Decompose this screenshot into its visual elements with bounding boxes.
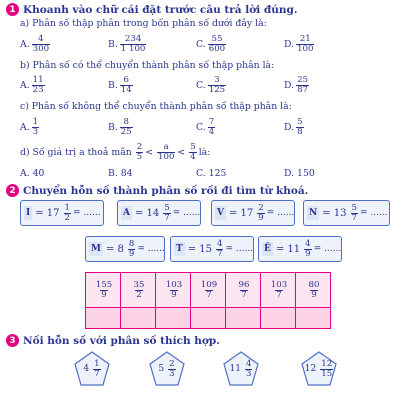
numerator: 2 — [169, 358, 175, 369]
numerator: 5 — [351, 202, 357, 213]
box-letter: V — [217, 208, 224, 218]
denominator: 2 — [136, 290, 142, 300]
numerator: 1 — [64, 202, 70, 213]
denominator: 300 — [32, 44, 50, 54]
fraction — [296, 35, 314, 54]
grid-cell-fraction — [226, 273, 261, 308]
fraction — [296, 76, 309, 95]
section-number-badge: 3 — [6, 334, 19, 347]
mixed-number-label — [148, 350, 186, 388]
numerator: 103 — [270, 280, 288, 290]
grid-answer-cell[interactable] — [261, 308, 296, 329]
grid-cell-fraction — [156, 273, 191, 308]
fraction — [64, 204, 71, 223]
section-number-badge: 1 — [6, 3, 19, 16]
question-a-prompt: a) Phân số thập phân trong bốn phân số dưới đây là: — [20, 18, 267, 29]
question-d-text: d) Số giá trị a thoả mãn — [20, 147, 132, 158]
answer-blank[interactable]: = ...... — [360, 208, 388, 218]
numerator: 80 — [308, 280, 320, 290]
fraction — [208, 35, 226, 54]
numerator: 12 — [321, 358, 333, 369]
whole-part: = 17 — [35, 207, 60, 219]
keyword-grid — [85, 272, 331, 329]
question-a-options — [20, 35, 390, 57]
fraction — [208, 76, 226, 95]
fraction — [95, 281, 113, 300]
question-d-suffix: là: — [198, 147, 211, 158]
grid-cell-fraction — [261, 273, 296, 308]
mixed-number-label — [73, 350, 111, 388]
option-a-A[interactable] — [20, 35, 50, 54]
whole-part: = 13 — [322, 207, 347, 219]
option-letter: A. — [20, 39, 30, 50]
box-letter: I — [26, 208, 31, 218]
fraction — [238, 281, 251, 300]
option-d-D[interactable] — [284, 168, 315, 179]
question-b-prompt: b) Phân số có thể chuyển thành phân số thập phân là: — [20, 60, 275, 71]
fraction — [245, 360, 252, 379]
denominator: 4 — [208, 127, 215, 137]
fraction — [32, 35, 50, 54]
option-b-B[interactable] — [108, 76, 133, 95]
denominator: 7 — [164, 212, 170, 223]
denominator: 25 — [120, 127, 132, 137]
denominator: 9 — [305, 248, 311, 259]
mixed-number-label — [300, 350, 338, 388]
whole-part: = 8 — [105, 243, 124, 255]
grid-answer-cell[interactable] — [296, 308, 331, 329]
numerator: 155 — [95, 280, 113, 290]
option-letter: C. — [196, 168, 206, 179]
option-d-A[interactable] — [20, 168, 44, 179]
denominator: 23 — [32, 85, 44, 95]
option-letter: B. — [108, 122, 118, 133]
fraction — [120, 76, 133, 95]
fraction — [320, 360, 333, 379]
box-letter: A — [123, 208, 130, 218]
denominator: 9 — [101, 290, 107, 300]
numerator: 4 — [245, 358, 252, 369]
option-b-A[interactable] — [20, 76, 45, 95]
whole-part: 5 — [158, 364, 165, 374]
denominator: 7 — [241, 290, 247, 300]
fraction — [257, 204, 264, 223]
fraction — [351, 204, 358, 223]
option-letter: D. — [284, 80, 295, 91]
answer-blank[interactable]: = ...... — [313, 244, 342, 254]
mixed-box-N[interactable] — [303, 200, 390, 226]
option-value: 40 — [32, 168, 45, 179]
denominator: 2 — [64, 212, 70, 223]
box-letter: M — [91, 244, 101, 254]
option-c-B[interactable] — [108, 118, 133, 137]
fraction — [189, 143, 196, 162]
denominator: 7 — [276, 290, 282, 300]
answer-blank[interactable]: = ...... — [225, 244, 254, 254]
whole-part: 11 — [229, 364, 241, 374]
option-c-C[interactable] — [196, 118, 215, 137]
whole-part: 4 — [83, 364, 90, 374]
less-than-sign: < — [177, 147, 186, 158]
numerator: 4 — [217, 238, 223, 249]
mixed-box-I[interactable] — [20, 200, 104, 226]
numerator: 6 — [123, 75, 129, 85]
fraction — [120, 35, 147, 54]
numerator: 21 — [299, 34, 311, 44]
grid-answer-cell[interactable] — [86, 308, 121, 329]
answer-blank[interactable]: = ...... — [72, 208, 101, 218]
denominator: 4 — [190, 152, 196, 162]
box-letter: T — [176, 244, 183, 254]
fraction — [208, 118, 215, 137]
fraction — [136, 143, 143, 162]
whole-part: = 11 — [275, 243, 301, 255]
fraction — [296, 118, 303, 137]
numerator: 55 — [211, 34, 223, 44]
denominator: 7 — [351, 212, 357, 223]
numerator: a — [163, 142, 169, 152]
option-letter: D. — [284, 168, 295, 179]
question-d-prompt — [20, 143, 210, 162]
fraction — [168, 360, 175, 379]
fraction — [304, 240, 311, 259]
numerator: 109 — [200, 280, 218, 290]
mixed-box-V[interactable] — [211, 200, 295, 226]
grid-cell-fraction — [86, 273, 121, 308]
section-number-badge: 2 — [6, 184, 19, 197]
fraction — [32, 76, 45, 95]
numerator: 1 — [94, 358, 100, 369]
whole-part: 12 — [304, 364, 317, 374]
fraction — [270, 281, 288, 300]
denominator: 5 — [136, 152, 143, 162]
denominator: 7 — [217, 248, 223, 259]
denominator: 3 — [32, 127, 39, 137]
grid-answer-cell[interactable] — [226, 308, 261, 329]
mixed-number-pentagon[interactable] — [148, 350, 186, 388]
numerator: 4 — [38, 34, 44, 44]
option-letter: B. — [108, 168, 118, 179]
option-a-B[interactable] — [108, 35, 146, 54]
denominator: 1 100 — [120, 44, 146, 54]
grid-answer-cell[interactable] — [191, 308, 226, 329]
fraction — [120, 118, 133, 137]
grid-fraction-row — [86, 273, 331, 308]
question-c-prompt: c) Phân số không thể chuyển thành phân số thập phân là: — [20, 101, 292, 112]
option-c-D[interactable] — [284, 118, 304, 137]
option-letter: C. — [196, 122, 206, 133]
option-letter: A. — [20, 122, 30, 133]
denominator: 3 — [245, 368, 252, 379]
option-letter: C. — [196, 39, 206, 50]
numerator: 2 — [136, 142, 143, 152]
fraction — [93, 360, 100, 379]
option-b-D[interactable] — [284, 76, 309, 95]
denominator: 3 — [169, 368, 175, 379]
denominator: 8 — [297, 127, 303, 137]
numerator: 11 — [32, 75, 44, 85]
denominator: 100 — [158, 152, 175, 162]
fraction — [133, 281, 146, 300]
grid-cell-fraction — [296, 273, 331, 308]
section-title-text: Nối hỗn số với phân số thích hợp. — [23, 334, 220, 347]
denominator: 9 — [171, 290, 177, 300]
box-letter: Ê — [264, 244, 271, 254]
fraction — [32, 118, 39, 137]
answer-blank[interactable]: = ...... — [137, 244, 165, 254]
mixed-box-M[interactable] — [85, 236, 165, 262]
option-c-A[interactable] — [20, 118, 39, 137]
numerator: 2 — [258, 202, 264, 213]
section-title-text: Chuyển hỗn số thành phân số rồi đi tìm từ khoá. — [23, 184, 309, 197]
grid-answer-cell[interactable] — [156, 308, 191, 329]
numerator: 4 — [305, 238, 311, 249]
fraction — [200, 281, 218, 300]
less-than-sign: < — [145, 147, 154, 158]
numerator: 234 — [124, 34, 142, 44]
mixed-number-pentagon[interactable] — [222, 350, 260, 388]
section-1-title — [6, 3, 298, 16]
option-letter: C. — [196, 80, 206, 91]
option-b-C[interactable] — [196, 76, 226, 95]
fraction — [163, 204, 170, 223]
option-letter: B. — [108, 80, 118, 91]
numerator: 5 — [190, 142, 196, 152]
fraction — [157, 143, 175, 162]
section-3-title — [6, 334, 220, 347]
numerator: 25 — [297, 75, 309, 85]
section-2-title — [6, 184, 308, 197]
numerator: 35 — [133, 280, 145, 290]
option-letter: D. — [284, 122, 295, 133]
denominator: 9 — [128, 248, 135, 259]
mixed-number-label — [222, 350, 260, 388]
denominator: 15 — [321, 368, 333, 379]
grid-answer-cell[interactable] — [121, 308, 156, 329]
denominator: 9 — [258, 212, 264, 223]
denominator: 100 — [297, 44, 314, 54]
section-title-text: Khoanh vào chữ cái đặt trước câu trả lời đúng. — [23, 3, 298, 16]
numerator: 5 — [164, 202, 170, 213]
option-letter: B. — [108, 39, 118, 50]
option-d-B[interactable] — [108, 168, 133, 179]
option-a-C[interactable] — [196, 35, 226, 54]
fraction — [216, 240, 223, 259]
numerator: 96 — [238, 280, 250, 290]
mixed-number-pentagon[interactable] — [300, 350, 338, 388]
whole-part: = 15 — [187, 243, 212, 255]
question-b-options — [20, 76, 390, 98]
numerator: 7 — [208, 117, 215, 127]
option-d-C[interactable] — [196, 168, 226, 179]
denominator: 87 — [297, 85, 309, 95]
fraction — [308, 281, 321, 300]
grid-cell-fraction — [191, 273, 226, 308]
fraction — [165, 281, 183, 300]
numerator: 8 — [123, 117, 129, 127]
whole-part: = 14 — [134, 207, 160, 219]
answer-blank[interactable]: = ...... — [266, 208, 295, 218]
fraction — [128, 240, 135, 259]
numerator: 5 — [297, 117, 303, 127]
denominator: 7 — [94, 368, 100, 379]
denominator: 9 — [311, 290, 317, 300]
mixed-box-A[interactable] — [117, 200, 201, 226]
option-letter: A. — [20, 168, 30, 179]
numerator: 1 — [32, 117, 39, 127]
denominator: 600 — [208, 44, 226, 54]
whole-part: = 17 — [228, 207, 254, 219]
option-letter: D. — [284, 39, 295, 50]
grid-answer-row — [86, 308, 331, 329]
option-a-D[interactable] — [284, 35, 314, 54]
option-value: 125 — [208, 168, 227, 179]
numerator: 103 — [165, 280, 183, 290]
option-letter: A. — [20, 80, 30, 91]
grid-cell-fraction — [121, 273, 156, 308]
box-letter: N — [309, 208, 318, 218]
mixed-box-T[interactable] — [170, 236, 254, 262]
question-c-options — [20, 118, 390, 140]
answer-blank[interactable]: = ...... — [172, 208, 201, 218]
mixed-number-pentagon[interactable] — [73, 350, 111, 388]
option-value: 150 — [297, 168, 315, 179]
numerator: 8 — [128, 238, 135, 249]
numerator: 3 — [214, 75, 220, 85]
option-value: 84 — [120, 168, 133, 179]
denominator: 7 — [206, 290, 212, 300]
denominator: 14 — [120, 85, 132, 95]
mixed-box-E[interactable] — [258, 236, 342, 262]
denominator: 125 — [208, 85, 226, 95]
